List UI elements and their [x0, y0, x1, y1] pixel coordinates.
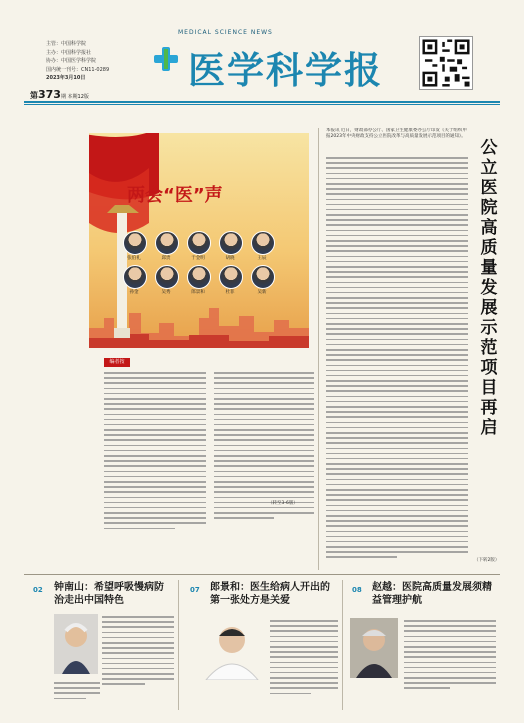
info-line: 协办：中国医学科学院 — [46, 58, 97, 64]
page-ref[interactable]: 07 — [190, 586, 200, 594]
headline-char: 启 — [480, 418, 498, 438]
article-column — [104, 372, 206, 533]
page-ref[interactable]: 02 — [33, 586, 43, 594]
masthead-rule — [24, 101, 500, 103]
person-name: 张伯礼 — [127, 256, 141, 261]
headline-char: 立 — [480, 158, 498, 178]
person-photo — [54, 614, 98, 674]
headline-char: 公 — [480, 138, 498, 158]
masthead-english-name: MEDICAL SCIENCE NEWS — [178, 29, 273, 36]
info-line: 国内统一刊号：CN11-0289 — [46, 66, 110, 73]
masthead-chinese-name: 医学科学报 — [188, 48, 383, 92]
issue-number: 第373期 本期12版 — [30, 88, 89, 101]
avatar — [219, 231, 243, 255]
teaser-title[interactable]: 钟南山：希望呼吸慢病防治走出中国特色 — [54, 582, 164, 606]
person-photo — [202, 618, 262, 680]
avatar — [155, 231, 179, 255]
article-lead: 本报讯 近日，财政部办公厅、国家卫生健康委办公厅印发《关于组织申报2023年中央财政支持公立医院改革与高质量发展示范项目的通知》。 — [326, 128, 467, 139]
page-ref[interactable]: 08 — [352, 586, 362, 594]
headline-char: 医 — [480, 178, 498, 198]
person-name: 吴秀 — [161, 290, 171, 295]
continue-note: （下转2版） — [474, 558, 500, 563]
headline-char: 展 — [480, 298, 498, 318]
teaser-title[interactable]: 郎景和：医生给病人开出的第一张处方是关爱 — [210, 582, 330, 606]
person-name: 邱贵 — [161, 256, 171, 261]
masthead-rule-thin — [24, 104, 500, 105]
avatar — [251, 265, 275, 289]
editor-note-tag: 编者按 — [104, 358, 130, 367]
column-divider — [178, 580, 179, 710]
person-name: 于金明 — [191, 256, 205, 261]
masthead-info — [46, 40, 116, 83]
info-line: 2023年3月10日 — [46, 75, 86, 81]
avatar — [251, 231, 275, 255]
person-name: 郎景和 — [191, 290, 205, 295]
headline-char: 范 — [480, 338, 498, 358]
article-column — [326, 157, 468, 562]
headline-char: 发 — [480, 278, 498, 298]
person-name: 吴新 — [257, 290, 267, 295]
teaser-text — [270, 620, 338, 698]
person-photo — [350, 618, 398, 678]
section-rule — [24, 574, 500, 575]
article-column — [214, 372, 314, 522]
avatar — [155, 265, 179, 289]
teaser-text — [54, 682, 100, 703]
teaser-text — [102, 616, 174, 689]
continue-note: （转至3-6版） — [268, 501, 298, 506]
headline-char: 高 — [480, 218, 498, 238]
headline — [478, 138, 500, 438]
feature-title: 两会“医”声 — [127, 185, 223, 206]
person-name: 孙金 — [129, 290, 139, 295]
column-divider — [318, 128, 319, 570]
headline-char: 量 — [480, 258, 498, 278]
teaser-text — [404, 620, 496, 693]
medical-cross-logo — [152, 45, 180, 73]
info-line: 主管：中国科学院 — [46, 41, 87, 47]
person-name: 王辰 — [257, 256, 267, 261]
info-line: 主办：中国科学报社 — [46, 49, 92, 56]
teaser-title[interactable]: 赵越：医院高质量发展须精益管理护航 — [372, 582, 492, 606]
headline-char: 示 — [480, 318, 498, 338]
headline-char: 目 — [480, 378, 498, 398]
qr-code[interactable] — [419, 36, 473, 90]
column-divider — [342, 580, 343, 710]
person-name: 杜菲 — [225, 290, 235, 295]
avatar — [123, 265, 147, 289]
headline-char: 再 — [480, 398, 498, 418]
headline-char: 质 — [480, 238, 498, 258]
feature-illustration — [89, 133, 309, 348]
avatar — [219, 265, 243, 289]
person-name: 胡晓 — [225, 256, 235, 261]
headline-char: 院 — [480, 198, 498, 218]
avatar — [187, 231, 211, 255]
headline-char: 项 — [480, 358, 498, 378]
avatar — [187, 265, 211, 289]
avatar — [123, 231, 147, 255]
